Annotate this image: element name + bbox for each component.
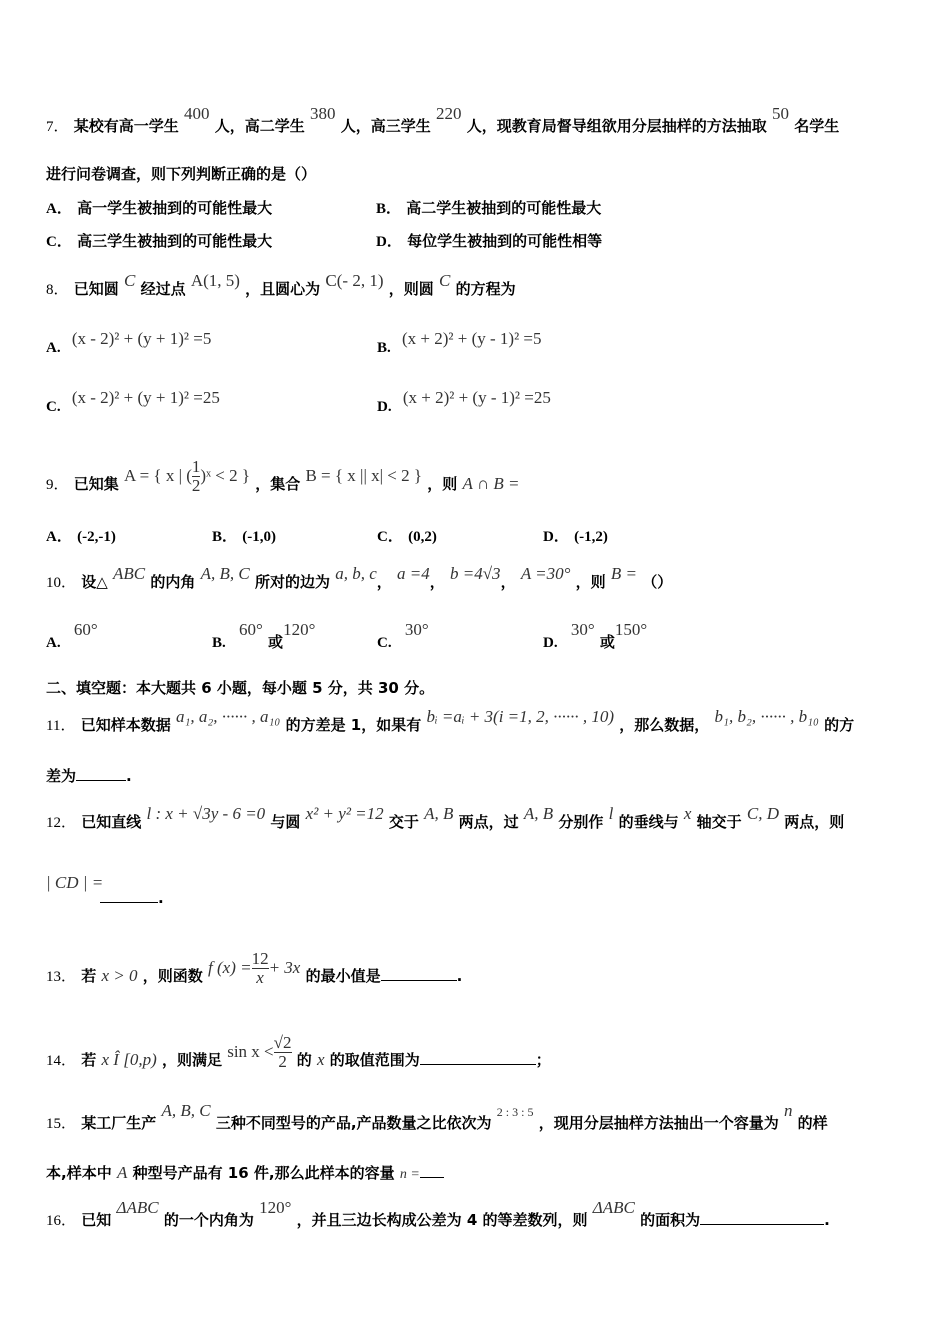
- option-math: 30°: [570, 620, 595, 639]
- question-number: 14．: [46, 1053, 77, 1069]
- option-label: C．: [377, 529, 403, 545]
- question-13: [46, 949, 463, 995]
- question-10: [46, 564, 673, 593]
- frac-numerator: 1: [191, 457, 201, 476]
- question-text: 已知样本数据: [80, 716, 171, 734]
- question-text: ，并且三边长构成公差为 4 的等差数列，则: [296, 1211, 588, 1229]
- question-text: ，则: [575, 573, 606, 591]
- math-expr: n =: [399, 1167, 420, 1182]
- question-text: 若: [81, 1051, 97, 1069]
- math-expr: A, B: [424, 804, 454, 823]
- question-text: ，则满足: [161, 1051, 222, 1069]
- q7-option-c: [46, 231, 272, 252]
- question-text: 人，现教育局督导组欲用分层抽样的方法抽取: [466, 117, 767, 135]
- question-text: ，且圆心为: [245, 280, 321, 298]
- option-math: 30°: [404, 620, 429, 639]
- math-expr: x² + y² =12: [305, 804, 384, 823]
- question-9: [46, 457, 520, 503]
- option-label: D.: [377, 399, 392, 415]
- question-text: 的内角: [150, 573, 196, 591]
- question-number: 7．: [46, 119, 69, 135]
- answer-blank[interactable]: [700, 1210, 824, 1225]
- option-text: 高一学生被抽到的可能性最大: [77, 199, 273, 217]
- option-text: 高二学生被抽到的可能性最大: [406, 199, 602, 217]
- math-expr: n: [783, 1101, 793, 1120]
- question-text: 的方差是 1，如果有: [285, 716, 422, 734]
- option-label: B．: [376, 201, 402, 217]
- frac-numerator: 12: [251, 949, 269, 968]
- question-text: 已知集: [73, 475, 119, 493]
- question-number: 12．: [46, 815, 77, 831]
- answer-blank[interactable]: [381, 966, 457, 981]
- option-label: B．: [212, 529, 238, 545]
- math-expr: 120°: [259, 1198, 292, 1217]
- math-expr: + 3x: [268, 958, 301, 977]
- question-7-line2: 进行问卷调查，则下列判断正确的是（）: [46, 165, 317, 183]
- or-text: 或: [268, 633, 284, 651]
- question-text: 两点，过: [458, 813, 519, 831]
- option-math: (x - 2)² + (y + 1)² =25: [71, 388, 220, 407]
- option-math: (x + 2)² + (y - 1)² =5: [402, 329, 542, 348]
- math-expr: l : x + √3y - 6 =0: [146, 804, 266, 823]
- option-text: (-1,0): [242, 529, 276, 545]
- question-text: 的垂线与: [618, 813, 679, 831]
- math-expr: a, b, c: [335, 564, 377, 583]
- option-label: A．: [46, 201, 72, 217]
- question-11: [46, 707, 855, 736]
- q9-option-d: [543, 526, 608, 547]
- frac-denominator: 2: [191, 476, 201, 495]
- option-label: B.: [212, 635, 226, 651]
- question-text: 种型号产品有 16 件,那么此样本的容量: [132, 1164, 395, 1182]
- set-a-expr: [124, 457, 255, 495]
- option-label: A．: [46, 529, 72, 545]
- question-text: （）: [642, 573, 673, 591]
- option-math: (x + 2)² + (y - 1)² =25: [402, 388, 551, 407]
- question-text: 设△: [81, 573, 108, 591]
- section-heading: 二、填空题：本大题共 6 小题，每小题 5 分，共 30 分。: [46, 679, 435, 697]
- math-expr: f (x) =: [208, 958, 252, 977]
- question-text: ，现用分层抽样方法抽出一个容量为: [538, 1114, 779, 1132]
- option-text: (-1,2): [574, 529, 608, 545]
- math-expr: | CD | =: [46, 873, 104, 892]
- separator: ，: [376, 573, 392, 591]
- question-text: 的最小值是: [305, 967, 381, 985]
- math-expr: A: [116, 1163, 128, 1182]
- question-11-line2: [46, 766, 132, 786]
- option-math: 150°: [614, 620, 648, 639]
- option-text: (0,2): [408, 529, 437, 545]
- inequality-expr: [227, 1033, 297, 1071]
- q8-option-a: [46, 329, 212, 358]
- question-text: 的取值范围为: [329, 1051, 420, 1069]
- math-expr: x > 0: [101, 966, 138, 985]
- question-number: 13．: [46, 969, 77, 985]
- q9-option-c: [377, 526, 437, 547]
- frac-denominator: 2: [278, 1052, 287, 1071]
- question-text: 的一个内角为: [163, 1211, 254, 1229]
- q7-option-b: [376, 198, 601, 219]
- question-number: 16．: [46, 1213, 77, 1229]
- option-label: D．: [376, 234, 402, 250]
- math-expr: 220: [435, 104, 462, 123]
- answer-blank[interactable]: [76, 766, 126, 781]
- question-text: ，则函数: [142, 967, 203, 985]
- question-number: 11．: [46, 718, 76, 734]
- question-12-answer: [100, 888, 164, 908]
- q8-option-b: [377, 329, 542, 358]
- answer-blank[interactable]: [420, 1050, 536, 1065]
- question-14: [46, 1033, 551, 1079]
- option-label: D.: [543, 635, 558, 651]
- math-expr: A ∩ B =: [462, 474, 520, 493]
- option-math: 60°: [73, 620, 98, 639]
- question-text: ，则: [427, 475, 458, 493]
- separator: ，: [500, 573, 516, 591]
- math-expr: 50: [771, 104, 789, 123]
- math-expr: a₁, a₂, ······ , a₁₀: [175, 707, 281, 726]
- question-8: [46, 271, 516, 300]
- fraction: [274, 1034, 292, 1071]
- question-text: 已知圆: [73, 280, 119, 298]
- math-expr: 2 : 3 : 5: [496, 1105, 534, 1119]
- question-number: 9．: [46, 477, 69, 493]
- option-math: 120°: [283, 620, 316, 639]
- frac-numerator: √2: [273, 1033, 292, 1052]
- question-text: 本,样本中: [46, 1164, 112, 1182]
- option-text: 每位学生被抽到的可能性相等: [407, 232, 603, 250]
- question-number: 15．: [46, 1116, 77, 1132]
- math-expr: A = { x | (: [124, 466, 192, 485]
- math-expr: C(- 2, 1): [325, 271, 384, 290]
- question-16: [46, 1198, 830, 1231]
- question-text: 轴交于: [696, 813, 742, 831]
- math-expr: )ˣ < 2 }: [200, 466, 250, 485]
- question-text: 的: [296, 1051, 312, 1069]
- question-text: 某校有高一学生: [73, 117, 179, 135]
- question-text: 人，高三学生: [340, 117, 431, 135]
- question-7: [46, 104, 840, 137]
- option-text: 高三学生被抽到的可能性最大: [77, 232, 273, 250]
- question-text: 差为: [46, 767, 77, 785]
- separator: ，: [429, 573, 445, 591]
- math-expr: x: [683, 804, 692, 823]
- math-expr: l: [608, 804, 614, 823]
- question-text: 经过点: [140, 280, 186, 298]
- option-math: 60°: [239, 620, 263, 639]
- frac-denominator: x: [256, 968, 264, 987]
- question-number: 10．: [46, 575, 77, 591]
- math-expr: B = { x || x| < 2 }: [305, 466, 423, 485]
- q8-option-c: [46, 388, 220, 417]
- question-text: 交于: [388, 813, 419, 831]
- q10-option-c: [377, 620, 429, 653]
- math-expr: x: [316, 1050, 325, 1069]
- function-expr: [208, 949, 306, 987]
- question-text: 所对的边为: [254, 573, 330, 591]
- math-expr: ΔABC: [116, 1198, 159, 1217]
- question-text: 与圆: [270, 813, 301, 831]
- question-text: 的方: [824, 716, 855, 734]
- math-expr: C: [124, 271, 136, 290]
- option-label: C.: [46, 399, 61, 415]
- question-15: [46, 1101, 828, 1134]
- q10-option-d: [543, 620, 648, 653]
- math-expr: b =4√3: [450, 564, 501, 583]
- punctuation: .: [824, 1211, 830, 1229]
- question-12-line2: [46, 873, 103, 893]
- option-text: (-2,-1): [77, 529, 116, 545]
- math-expr: 380: [309, 104, 336, 123]
- math-expr: A, B: [523, 804, 554, 823]
- question-text: 两点，则: [784, 813, 845, 831]
- or-text: 或: [599, 633, 615, 651]
- question-text: 的方程为: [455, 280, 516, 298]
- question-text: 某工厂生产: [81, 1114, 157, 1132]
- option-label: D．: [543, 529, 569, 545]
- math-expr: b₁, b₂, ······ , b₁₀: [714, 707, 819, 726]
- punctuation: ；: [535, 1051, 551, 1069]
- question-text: 的样: [797, 1114, 828, 1132]
- question-text: ，集合: [255, 475, 301, 493]
- option-label: B.: [377, 340, 391, 356]
- question-text: 三种不同型号的产品,产品数量之比依次为: [215, 1114, 492, 1132]
- math-expr: bᵢ =aᵢ + 3(i =1, 2, ······ , 10): [426, 707, 615, 726]
- math-expr: a =4: [397, 564, 430, 583]
- punctuation: .: [126, 767, 132, 785]
- question-text: 若: [81, 967, 97, 985]
- q9-option-b: [212, 526, 276, 547]
- question-12: [46, 804, 845, 833]
- answer-blank[interactable]: [100, 888, 158, 903]
- punctuation: .: [158, 889, 164, 907]
- math-expr: sin x <: [227, 1042, 274, 1061]
- math-expr: A, B, C: [200, 564, 250, 583]
- q9-option-a: [46, 526, 116, 547]
- q10-option-b: [212, 620, 316, 653]
- option-math: (x - 2)² + (y + 1)² =5: [71, 329, 212, 348]
- math-expr: A =30°: [520, 564, 571, 583]
- option-label: C.: [377, 635, 392, 651]
- math-expr: A, B, C: [161, 1101, 211, 1120]
- option-label: A.: [46, 340, 61, 356]
- math-expr: 400: [184, 104, 210, 123]
- fraction: [252, 950, 269, 987]
- question-text: 人，高二学生: [214, 117, 305, 135]
- question-text: ，那么数据，: [619, 716, 710, 734]
- q7-option-d: [376, 231, 602, 252]
- question-15-line2: [46, 1163, 444, 1185]
- question-text: 分别作: [558, 813, 604, 831]
- math-expr: C: [438, 271, 451, 290]
- answer-blank[interactable]: [420, 1163, 444, 1178]
- punctuation: .: [456, 967, 463, 985]
- math-expr: x Î [0,p): [101, 1050, 157, 1069]
- question-text: ，则圆: [388, 280, 434, 298]
- question-text: 已知直线: [81, 813, 142, 831]
- math-expr: ABC: [113, 564, 146, 583]
- q10-option-a: [46, 620, 98, 653]
- question-text: 的面积为: [640, 1211, 701, 1229]
- q7-option-a: [46, 198, 272, 219]
- math-expr: B =: [610, 564, 638, 583]
- math-expr: A(1, 5): [190, 271, 240, 290]
- math-expr: C, D: [746, 804, 780, 823]
- q8-option-d: [377, 388, 551, 417]
- question-number: 8．: [46, 282, 69, 298]
- math-expr: ΔABC: [592, 1198, 635, 1217]
- option-label: C．: [46, 234, 72, 250]
- option-label: A.: [46, 635, 61, 651]
- question-text: 名学生: [794, 117, 840, 135]
- question-text: 已知: [81, 1211, 112, 1229]
